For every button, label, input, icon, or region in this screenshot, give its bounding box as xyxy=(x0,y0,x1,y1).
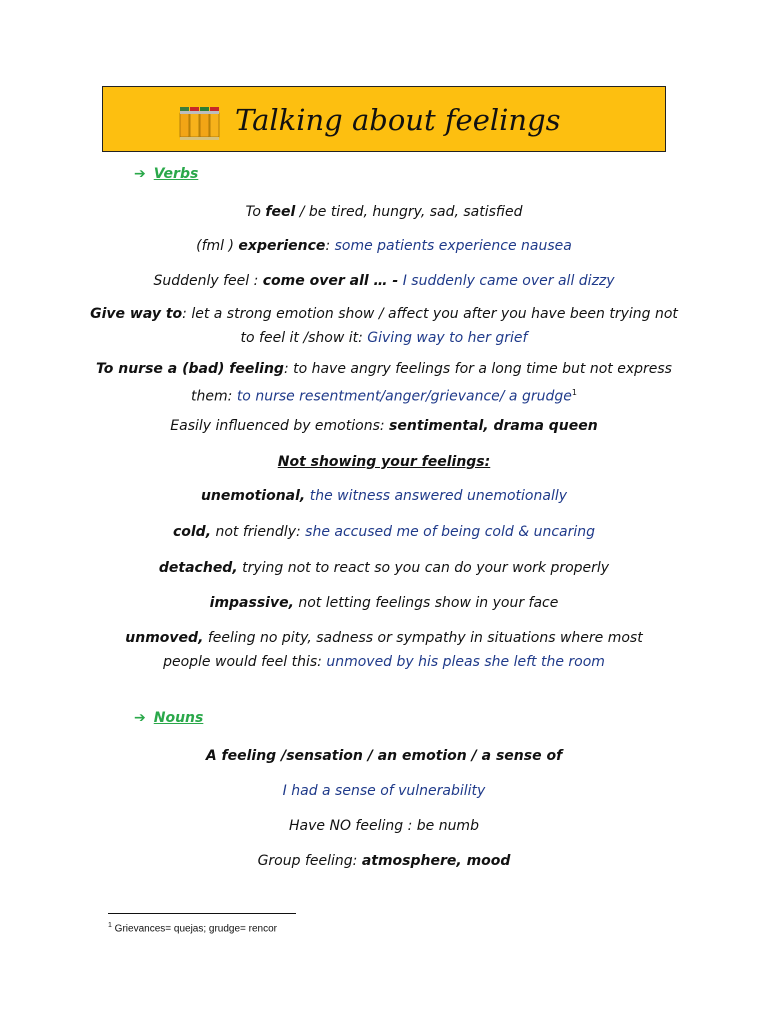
entry-text: To xyxy=(245,204,266,220)
entry-term: cold, xyxy=(172,524,212,540)
entry-term: feel xyxy=(265,204,296,220)
entry-example: unmoved by his pleas she left the room xyxy=(326,654,605,670)
section-verbs xyxy=(134,166,198,182)
entry-term: Give way to xyxy=(90,306,183,322)
entry-text: : to have angry feelings for a long time but not express them: xyxy=(191,361,672,405)
entry-term: A feeling /sensation / an emotion / a sense of xyxy=(205,748,563,764)
entry-text: : xyxy=(325,238,335,254)
entry-text: not letting feelings show in your face xyxy=(293,595,559,611)
entry-term: impassive, xyxy=(209,595,294,611)
entry-feel xyxy=(90,200,678,224)
entry-example: some patients experience nausea xyxy=(334,238,572,254)
arrow-right-icon: ➔ xyxy=(134,710,146,726)
entry-nurse-feeling xyxy=(90,357,678,409)
entry-unemotional xyxy=(90,484,678,508)
entry-example: to nurse resentment/anger/grievance/ a grudge xyxy=(236,388,572,405)
entry-text: Suddenly feel : xyxy=(153,273,263,289)
entry-text: feeling no pity, sadness or sympathy in situations where most people would feel this: xyxy=(163,630,643,670)
entry-term: come over all … - xyxy=(262,273,399,289)
entry-text: (fml ) xyxy=(196,238,239,254)
entry-detached xyxy=(90,556,678,580)
entry-numb xyxy=(90,814,678,838)
entry-text: Have NO feeling : be numb xyxy=(289,818,479,834)
entry-term: experience xyxy=(238,238,326,254)
subheading-text: Not showing your feelings: xyxy=(277,454,491,470)
entry-text: / be tired, hungry, sad, satisfied xyxy=(295,204,523,220)
pencils-icon xyxy=(178,103,222,143)
entry-come-over xyxy=(90,269,678,293)
footnote-text: Grievances= quejas; grudge= rencor xyxy=(111,923,278,935)
arrow-right-icon: ➔ xyxy=(134,166,146,182)
entry-text: Easily influenced by emotions: xyxy=(170,418,390,434)
entry-group-feeling xyxy=(90,849,678,873)
entry-example: I had a sense of vulnerability xyxy=(282,783,486,799)
entry-give-way xyxy=(90,302,678,350)
entry-sense-example xyxy=(90,779,678,803)
title-banner xyxy=(102,86,666,152)
entry-feeling-nouns xyxy=(90,744,678,768)
entry-cold xyxy=(90,520,678,544)
section-nouns xyxy=(134,710,203,726)
entry-term: unmoved, xyxy=(125,630,204,646)
entry-example: I suddenly came over all dizzy xyxy=(398,273,615,289)
entry-term: detached, xyxy=(158,560,238,576)
section-nouns-label: Nouns xyxy=(153,710,204,726)
entry-example: the witness answered unemotionally xyxy=(305,488,568,504)
footnote xyxy=(108,922,277,934)
section-verbs-label: Verbs xyxy=(153,166,199,182)
entry-example: Giving way to her grief xyxy=(367,330,528,346)
entry-text: trying not to react so you can do your work properly xyxy=(237,560,610,576)
entry-text: Group feeling: xyxy=(257,853,362,869)
footnote-divider xyxy=(108,913,296,914)
page-title: Talking about feelings xyxy=(235,103,561,137)
entry-term: atmosphere, mood xyxy=(361,853,511,869)
subheading-not-showing xyxy=(90,450,678,474)
footnote-number: 1 xyxy=(108,922,112,929)
entry-experience xyxy=(90,234,678,258)
entry-term: sentimental, drama queen xyxy=(389,418,598,434)
entry-example: she accused me of being cold & uncaring xyxy=(305,524,596,540)
entry-term: To nurse a (bad) feeling xyxy=(96,361,284,377)
entry-easily-influenced xyxy=(90,414,678,438)
entry-unmoved xyxy=(104,626,664,674)
entry-text: : let a strong emotion show / affect you after you have been trying not to feel it /show it: xyxy=(182,306,678,346)
entry-impassive xyxy=(90,591,678,615)
entry-text: not friendly: xyxy=(211,524,306,540)
entry-term: unemotional, xyxy=(200,488,306,504)
footnote-ref: 1 xyxy=(571,388,577,397)
